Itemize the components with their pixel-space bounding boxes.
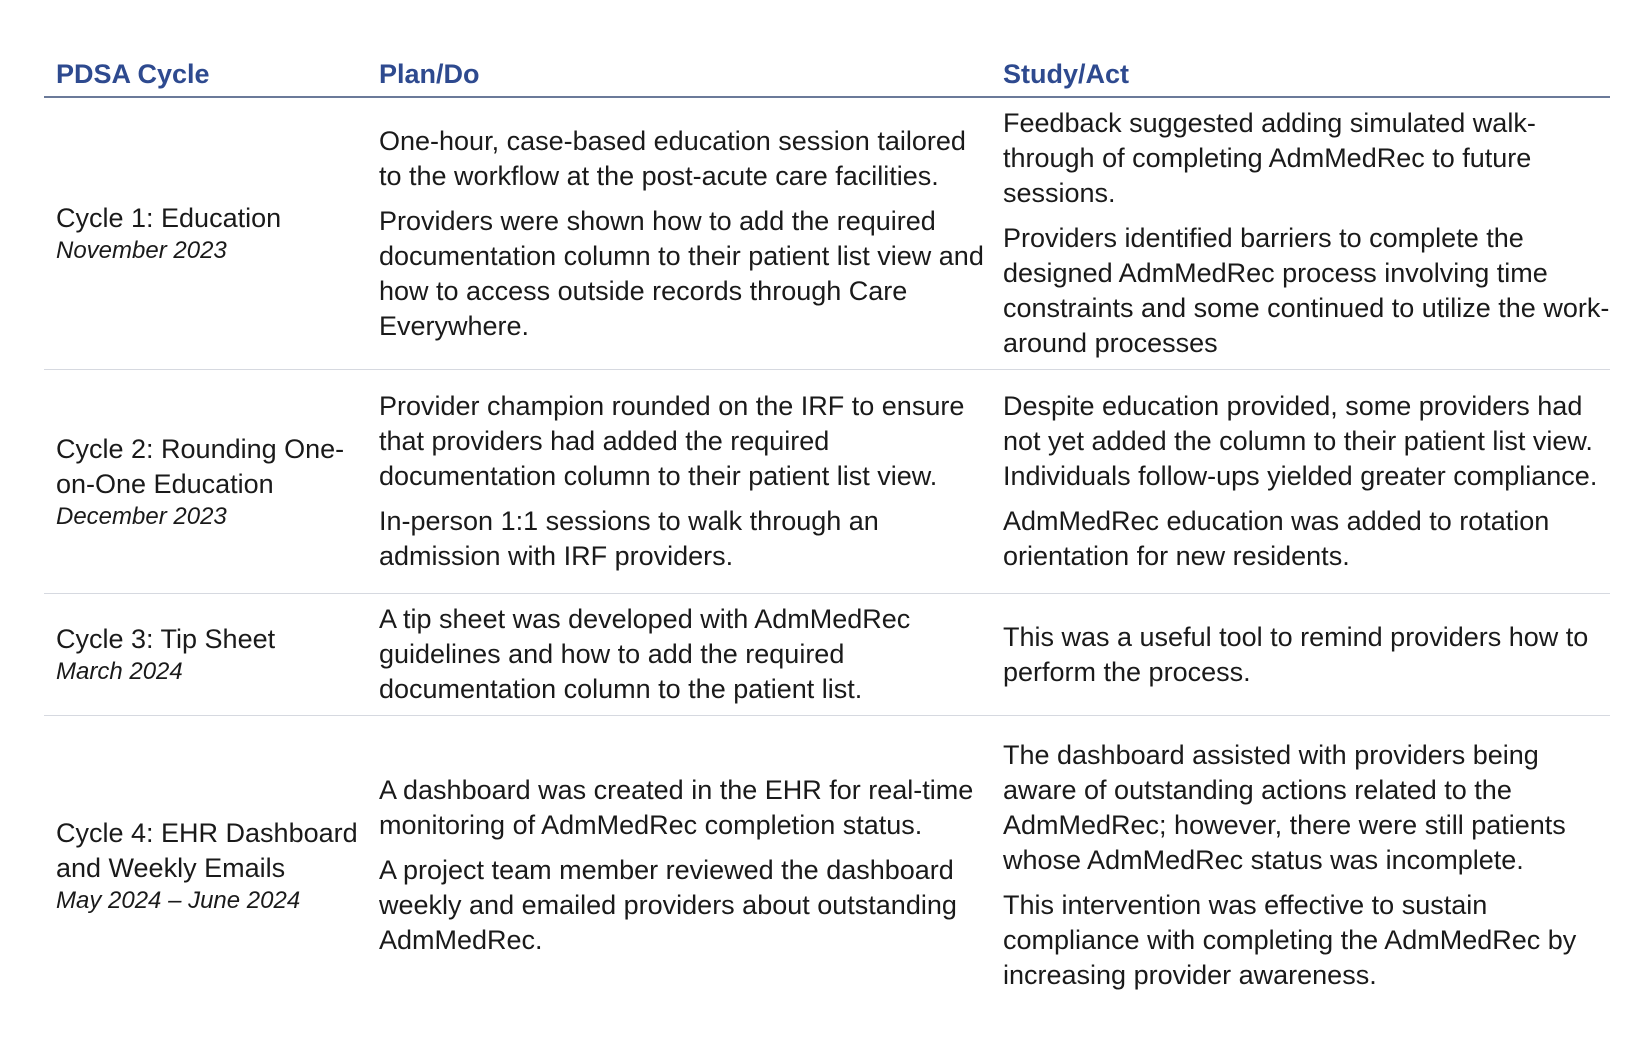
cycle-date: November 2023 — [56, 237, 227, 264]
header-study-act: Study/Act — [991, 44, 1610, 97]
cycle-cell — [44, 594, 367, 716]
study-act-paragraph: AdmMedRec education was added to rotation orientation for new residents. — [1003, 506, 1550, 571]
study-act-cell — [991, 716, 1610, 1016]
plan-do-paragraph: One-hour, case-based education session tailored to the workflow at the post-acute care facilities. — [379, 125, 966, 191]
plan-do-cell — [367, 594, 991, 716]
plan-do-paragraph: Provider champion rounded on the IRF to ensure that providers had added the required documentation column to their patient list view. — [379, 391, 965, 491]
study-act-cell — [991, 370, 1610, 594]
cycle-cell — [44, 716, 367, 1016]
header-pdsa-cycle: PDSA Cycle — [44, 44, 367, 97]
table-row — [44, 594, 1610, 716]
cycle-name: Cycle 1: Education — [56, 203, 282, 233]
study-act-paragraph: Providers identified barriers to complete the designed AdmMedRec process involving time constraints and some continued to utilize the work-around processes — [1003, 223, 1610, 358]
study-act-paragraph: This was a useful tool to remind providers how to perform the process. — [1003, 621, 1589, 687]
plan-do-cell — [367, 716, 991, 1016]
header-row — [44, 44, 1610, 97]
study-act-cell — [991, 97, 1610, 370]
table-row — [44, 97, 1610, 370]
plan-do-paragraph: A tip sheet was developed with AdmMedRec guidelines and how to add the required documentation column to the patient list. — [379, 604, 911, 704]
cycle-name: Cycle 3: Tip Sheet — [56, 624, 276, 654]
table-row — [44, 370, 1610, 594]
plan-do-paragraph: A project team member reviewed the dashboard weekly and emailed providers about outstanding AdmMedRec. — [379, 855, 957, 956]
study-act-paragraph: Despite education provided, some providers had not yet added the column to their patient list view. Individuals follow-ups yielded greater compliance. — [1003, 391, 1598, 491]
study-act-cell — [991, 594, 1610, 716]
cycle-date: March 2024 — [56, 658, 183, 685]
cycle-name: Cycle 4: EHR Dashboard and Weekly Emails — [56, 817, 358, 883]
cycle-date: May 2024 – June 2024 — [56, 886, 301, 914]
cycle-cell — [44, 370, 367, 594]
cycle-name: Cycle 2: Rounding One-on-One Education — [56, 433, 345, 499]
cycle-date: December 2023 — [56, 502, 227, 530]
header-plan-do: Plan/Do — [367, 44, 991, 97]
plan-do-paragraph: A dashboard was created in the EHR for real-time monitoring of AdmMedRec completion status. — [379, 775, 974, 841]
study-act-paragraph: Feedback suggested adding simulated walk-through of completing AdmMedRec to future sessions. — [1003, 108, 1536, 208]
plan-do-cell — [367, 97, 991, 370]
study-act-paragraph: The dashboard assisted with providers being aware of outstanding actions related to the AdmMedRec; however, there were still patients whose AdmMedRec status was incomplete. — [1003, 740, 1566, 876]
study-act-paragraph: This intervention was effective to sustain compliance with completing the AdmMedRec by increasing provider awareness. — [1003, 890, 1577, 991]
plan-do-cell — [367, 370, 991, 594]
plan-do-paragraph: Providers were shown how to add the required documentation column to their patient list view and how to access outside records through Care Everywhere. — [379, 205, 984, 341]
plan-do-paragraph: In-person 1:1 sessions to walk through an admission with IRF providers. — [379, 506, 879, 571]
pdsa-table — [44, 44, 1610, 1016]
cycle-cell — [44, 97, 367, 370]
table-row — [44, 716, 1610, 1016]
